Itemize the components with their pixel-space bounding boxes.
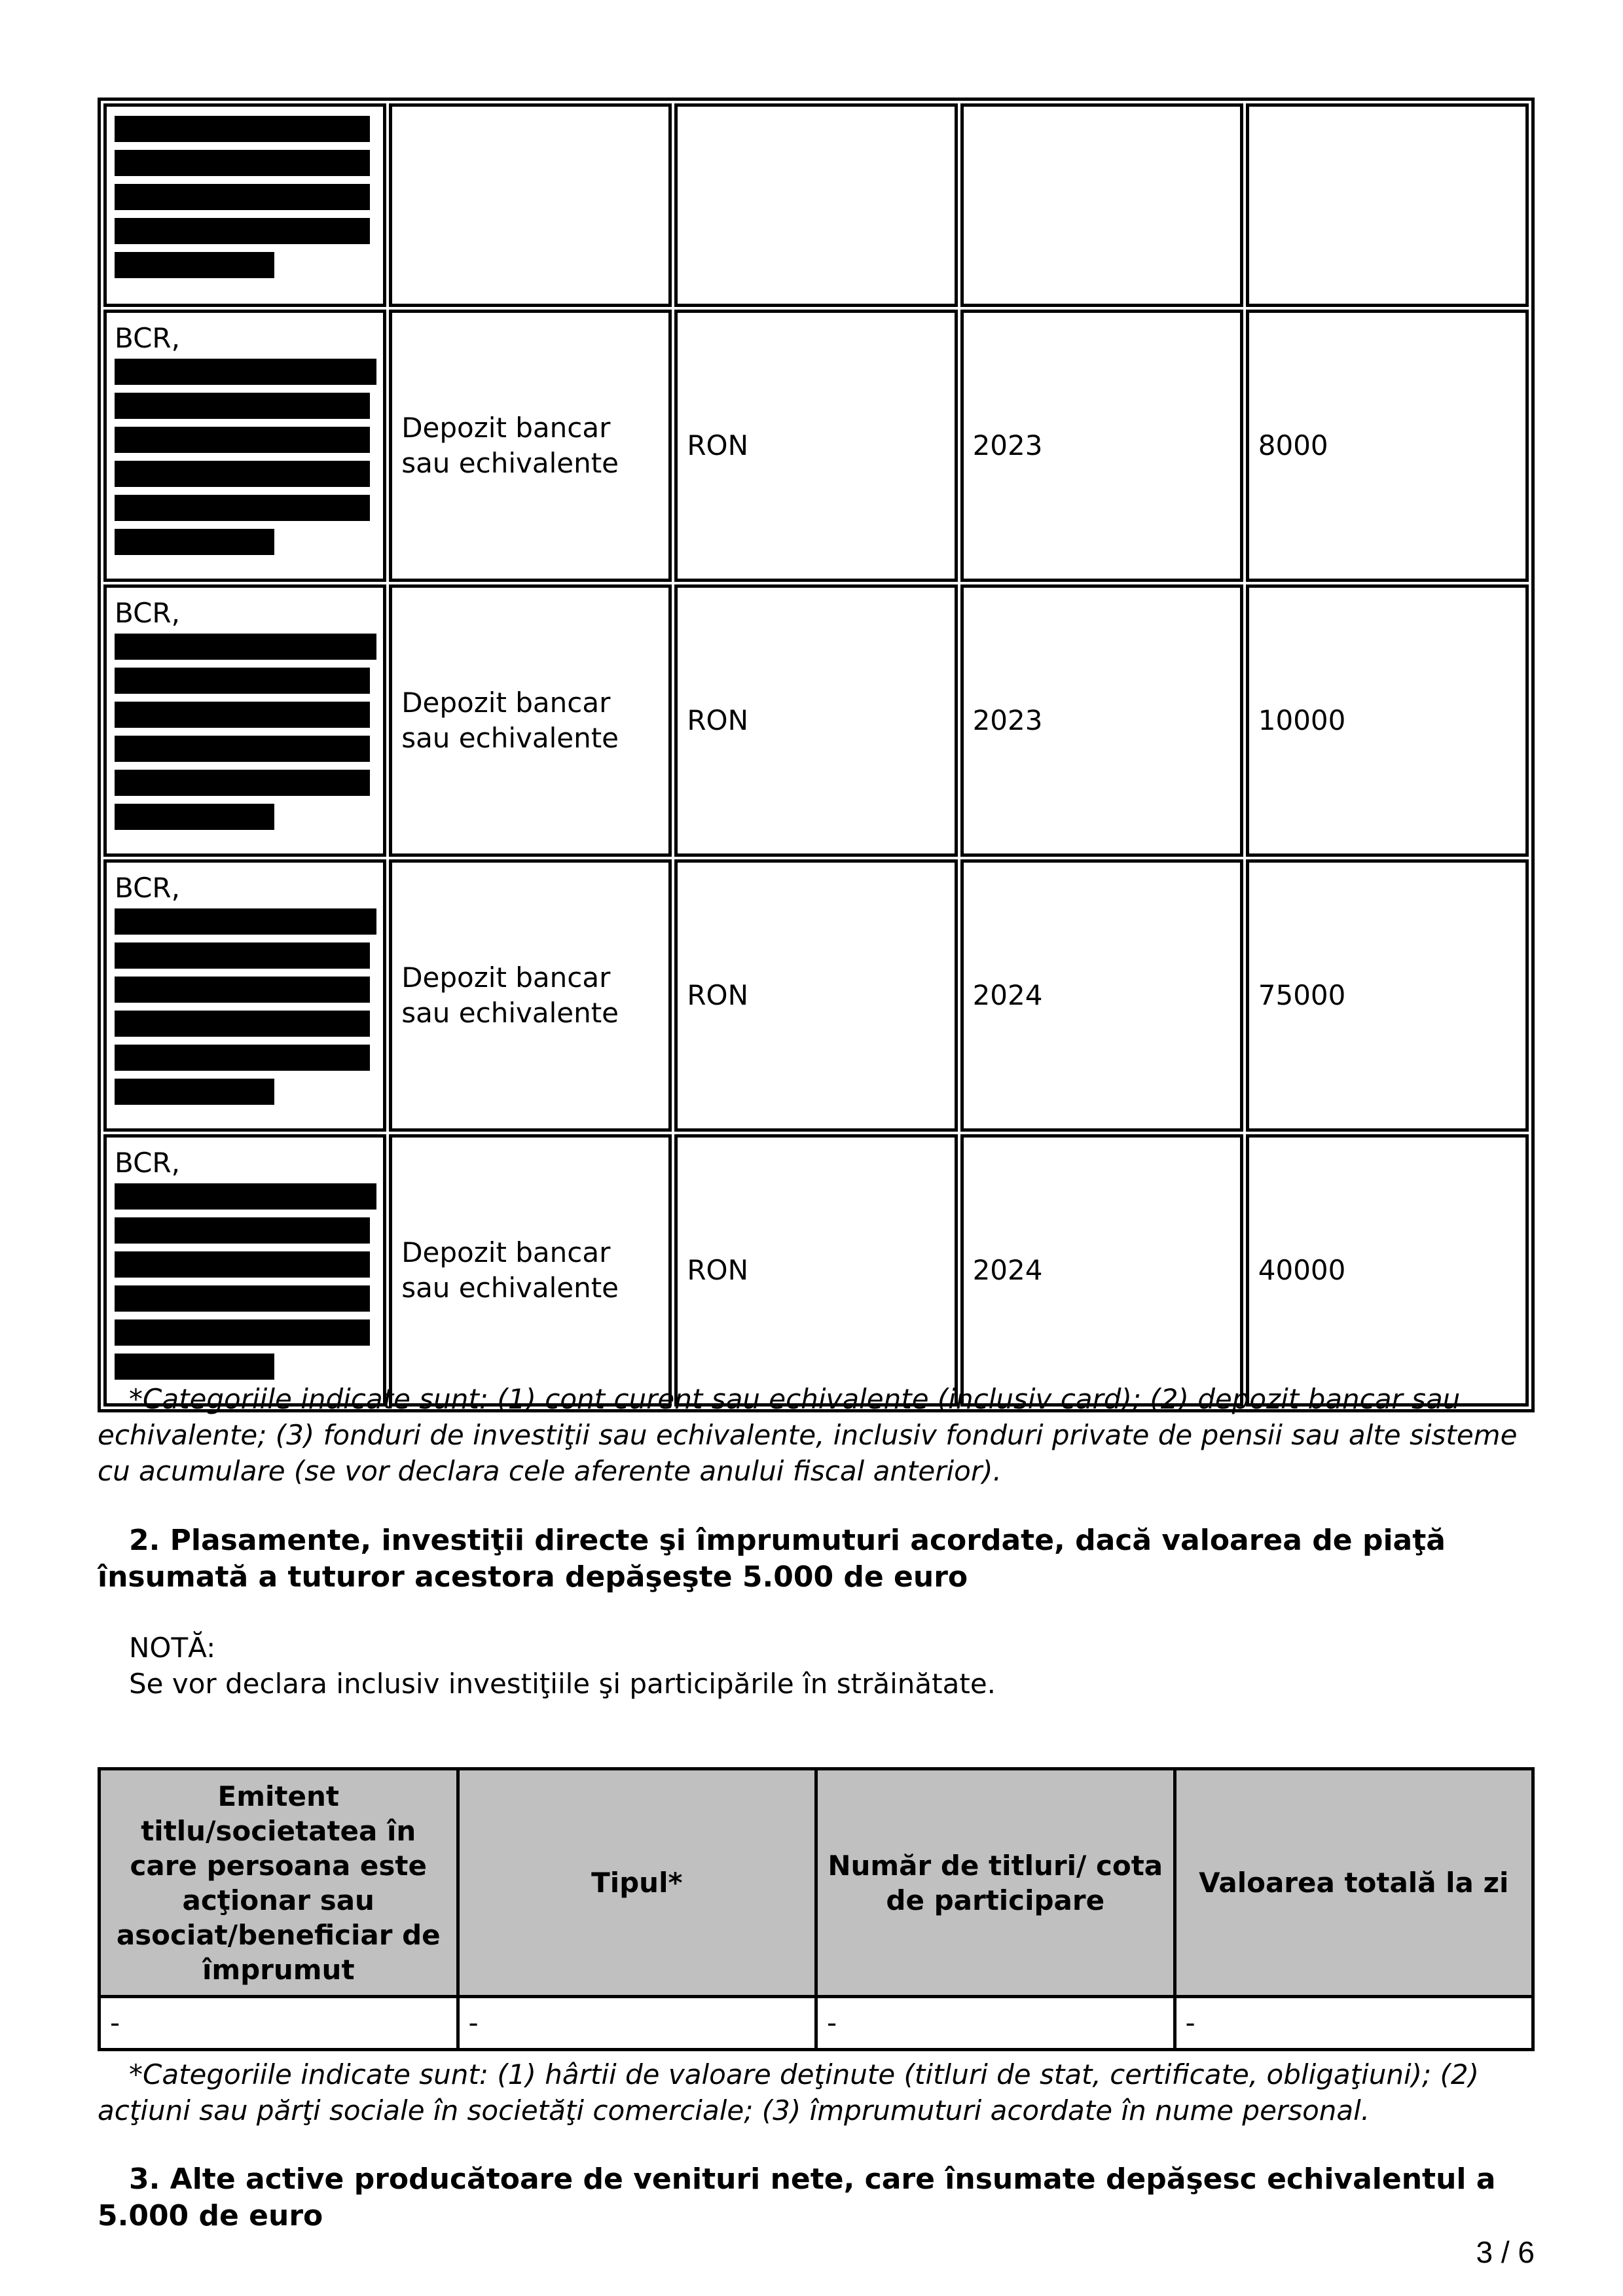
redaction-bar	[115, 702, 370, 728]
section-3-heading: 3. Alte active producătoare de venituri nete, care însumate depăşesc echivalentul a 5.000 de euro	[98, 2162, 1496, 2233]
redaction-bar	[115, 1045, 370, 1071]
categories-footnote-2: *Categoriile indicate sunt: (1) hârtii de valoare deţinute (titluri de stat, certificate, obligaţiuni); (2) acţiuni sau părţi sociale în societăţi comerciale; (3) împrumuturi acordate în nume personal.	[98, 2058, 1480, 2126]
value-cell: -	[1175, 1997, 1533, 2050]
column-header-value: Valoarea totală la zi	[1175, 1769, 1533, 1997]
redaction-bar	[115, 1319, 370, 1346]
redaction-bar	[115, 529, 274, 555]
type-cell: Depozit bancar sau echivalente	[389, 1134, 672, 1407]
redaction-bar	[115, 393, 370, 419]
investments-table	[98, 1767, 1535, 2051]
redaction-bar	[115, 804, 274, 830]
redaction-bar	[115, 1354, 274, 1380]
table-row	[100, 1997, 1533, 2050]
bank-accounts-table	[98, 98, 1535, 1412]
column-header-count: Număr de titluri/ cota de participare	[816, 1769, 1175, 1997]
currency-cell: RON	[674, 584, 957, 857]
type-cell	[389, 103, 672, 307]
redaction-bar	[115, 736, 370, 762]
year-cell: 2024	[960, 859, 1243, 1132]
type-cell: Depozit bancar sau echivalente	[389, 859, 672, 1132]
value-cell	[1246, 103, 1529, 307]
column-header-type: Tipul*	[458, 1769, 816, 1997]
redaction-bar	[115, 908, 376, 935]
section-2-heading: 2. Plasamente, investiţii directe şi împrumuturi acordate, dacă valoarea de piaţă însumată a tuturor acestora depăşeşte 5.000 de euro	[98, 1524, 1446, 1594]
redaction-bar	[115, 634, 376, 660]
redaction-bar	[115, 252, 274, 278]
institution-cell	[103, 103, 386, 307]
redaction-bar	[115, 1183, 376, 1210]
institution-cell	[103, 310, 386, 582]
bank-name: BCR,	[115, 597, 180, 629]
categories-footnote: *Categoriile indicate sunt: (1) cont curent sau echivalente (inclusiv card); (2) depozit bancar sau echivalente; (3) fonduri de investiţii sau echivalente, inclusiv fonduri private de pensii sau alte sisteme cu acumulare (se vor declara cele aferente anului fiscal anterior).	[98, 1383, 1518, 1487]
redaction-bar	[115, 116, 370, 142]
type-cell: Depozit bancar sau echivalente	[389, 310, 672, 582]
redaction-bar	[115, 1251, 370, 1278]
redaction-bar	[115, 668, 370, 694]
page-number: 3 / 6	[1476, 2235, 1535, 2269]
redaction-bar	[115, 218, 370, 244]
currency-cell: RON	[674, 310, 957, 582]
type-cell: Depozit bancar sau echivalente	[389, 584, 672, 857]
redaction-bar	[115, 495, 370, 521]
bank-name: BCR,	[115, 1147, 180, 1179]
table-header-row	[100, 1769, 1533, 1997]
currency-cell: RON	[674, 1134, 957, 1407]
table-row	[103, 310, 1529, 582]
institution-cell	[103, 584, 386, 857]
column-header-issuer: Emitent titlu/societatea în care persoana este acţionar sau asociat/beneficiar de împrumut	[100, 1769, 458, 1997]
institution-cell	[103, 859, 386, 1132]
redaction-bar	[115, 184, 370, 210]
type-cell: -	[458, 1997, 816, 2050]
redaction-bar	[115, 1011, 370, 1037]
redaction-bar	[115, 1217, 370, 1244]
table-row	[103, 103, 1529, 307]
year-cell: 2023	[960, 584, 1243, 857]
nota-label: NOTĂ:	[129, 1632, 216, 1664]
value-cell: 10000	[1246, 584, 1529, 857]
redaction-bar	[115, 1079, 274, 1105]
value-cell: 8000	[1246, 310, 1529, 582]
year-cell: 2023	[960, 310, 1243, 582]
value-cell: 75000	[1246, 859, 1529, 1132]
currency-cell: RON	[674, 859, 957, 1132]
year-cell: 2024	[960, 1134, 1243, 1407]
redaction-bar	[115, 150, 370, 176]
table-row	[103, 859, 1529, 1132]
value-cell: 40000	[1246, 1134, 1529, 1407]
institution-cell	[103, 1134, 386, 1407]
year-cell	[960, 103, 1243, 307]
bank-name: BCR,	[115, 872, 180, 904]
redaction-bar	[115, 977, 370, 1003]
redaction-bar	[115, 359, 376, 385]
redaction-bar	[115, 461, 370, 487]
table-row	[103, 1134, 1529, 1407]
count-cell: -	[816, 1997, 1175, 2050]
nota-text: Se vor declara inclusiv investiţiile şi participările în străinătate.	[129, 1668, 996, 1700]
redaction-bar	[115, 942, 370, 969]
redaction-bar	[115, 427, 370, 453]
redaction-bar	[115, 1285, 370, 1312]
redaction-bar	[115, 770, 370, 796]
bank-name: BCR,	[115, 322, 180, 354]
currency-cell	[674, 103, 957, 307]
issuer-cell: -	[100, 1997, 458, 2050]
table-row	[103, 584, 1529, 857]
